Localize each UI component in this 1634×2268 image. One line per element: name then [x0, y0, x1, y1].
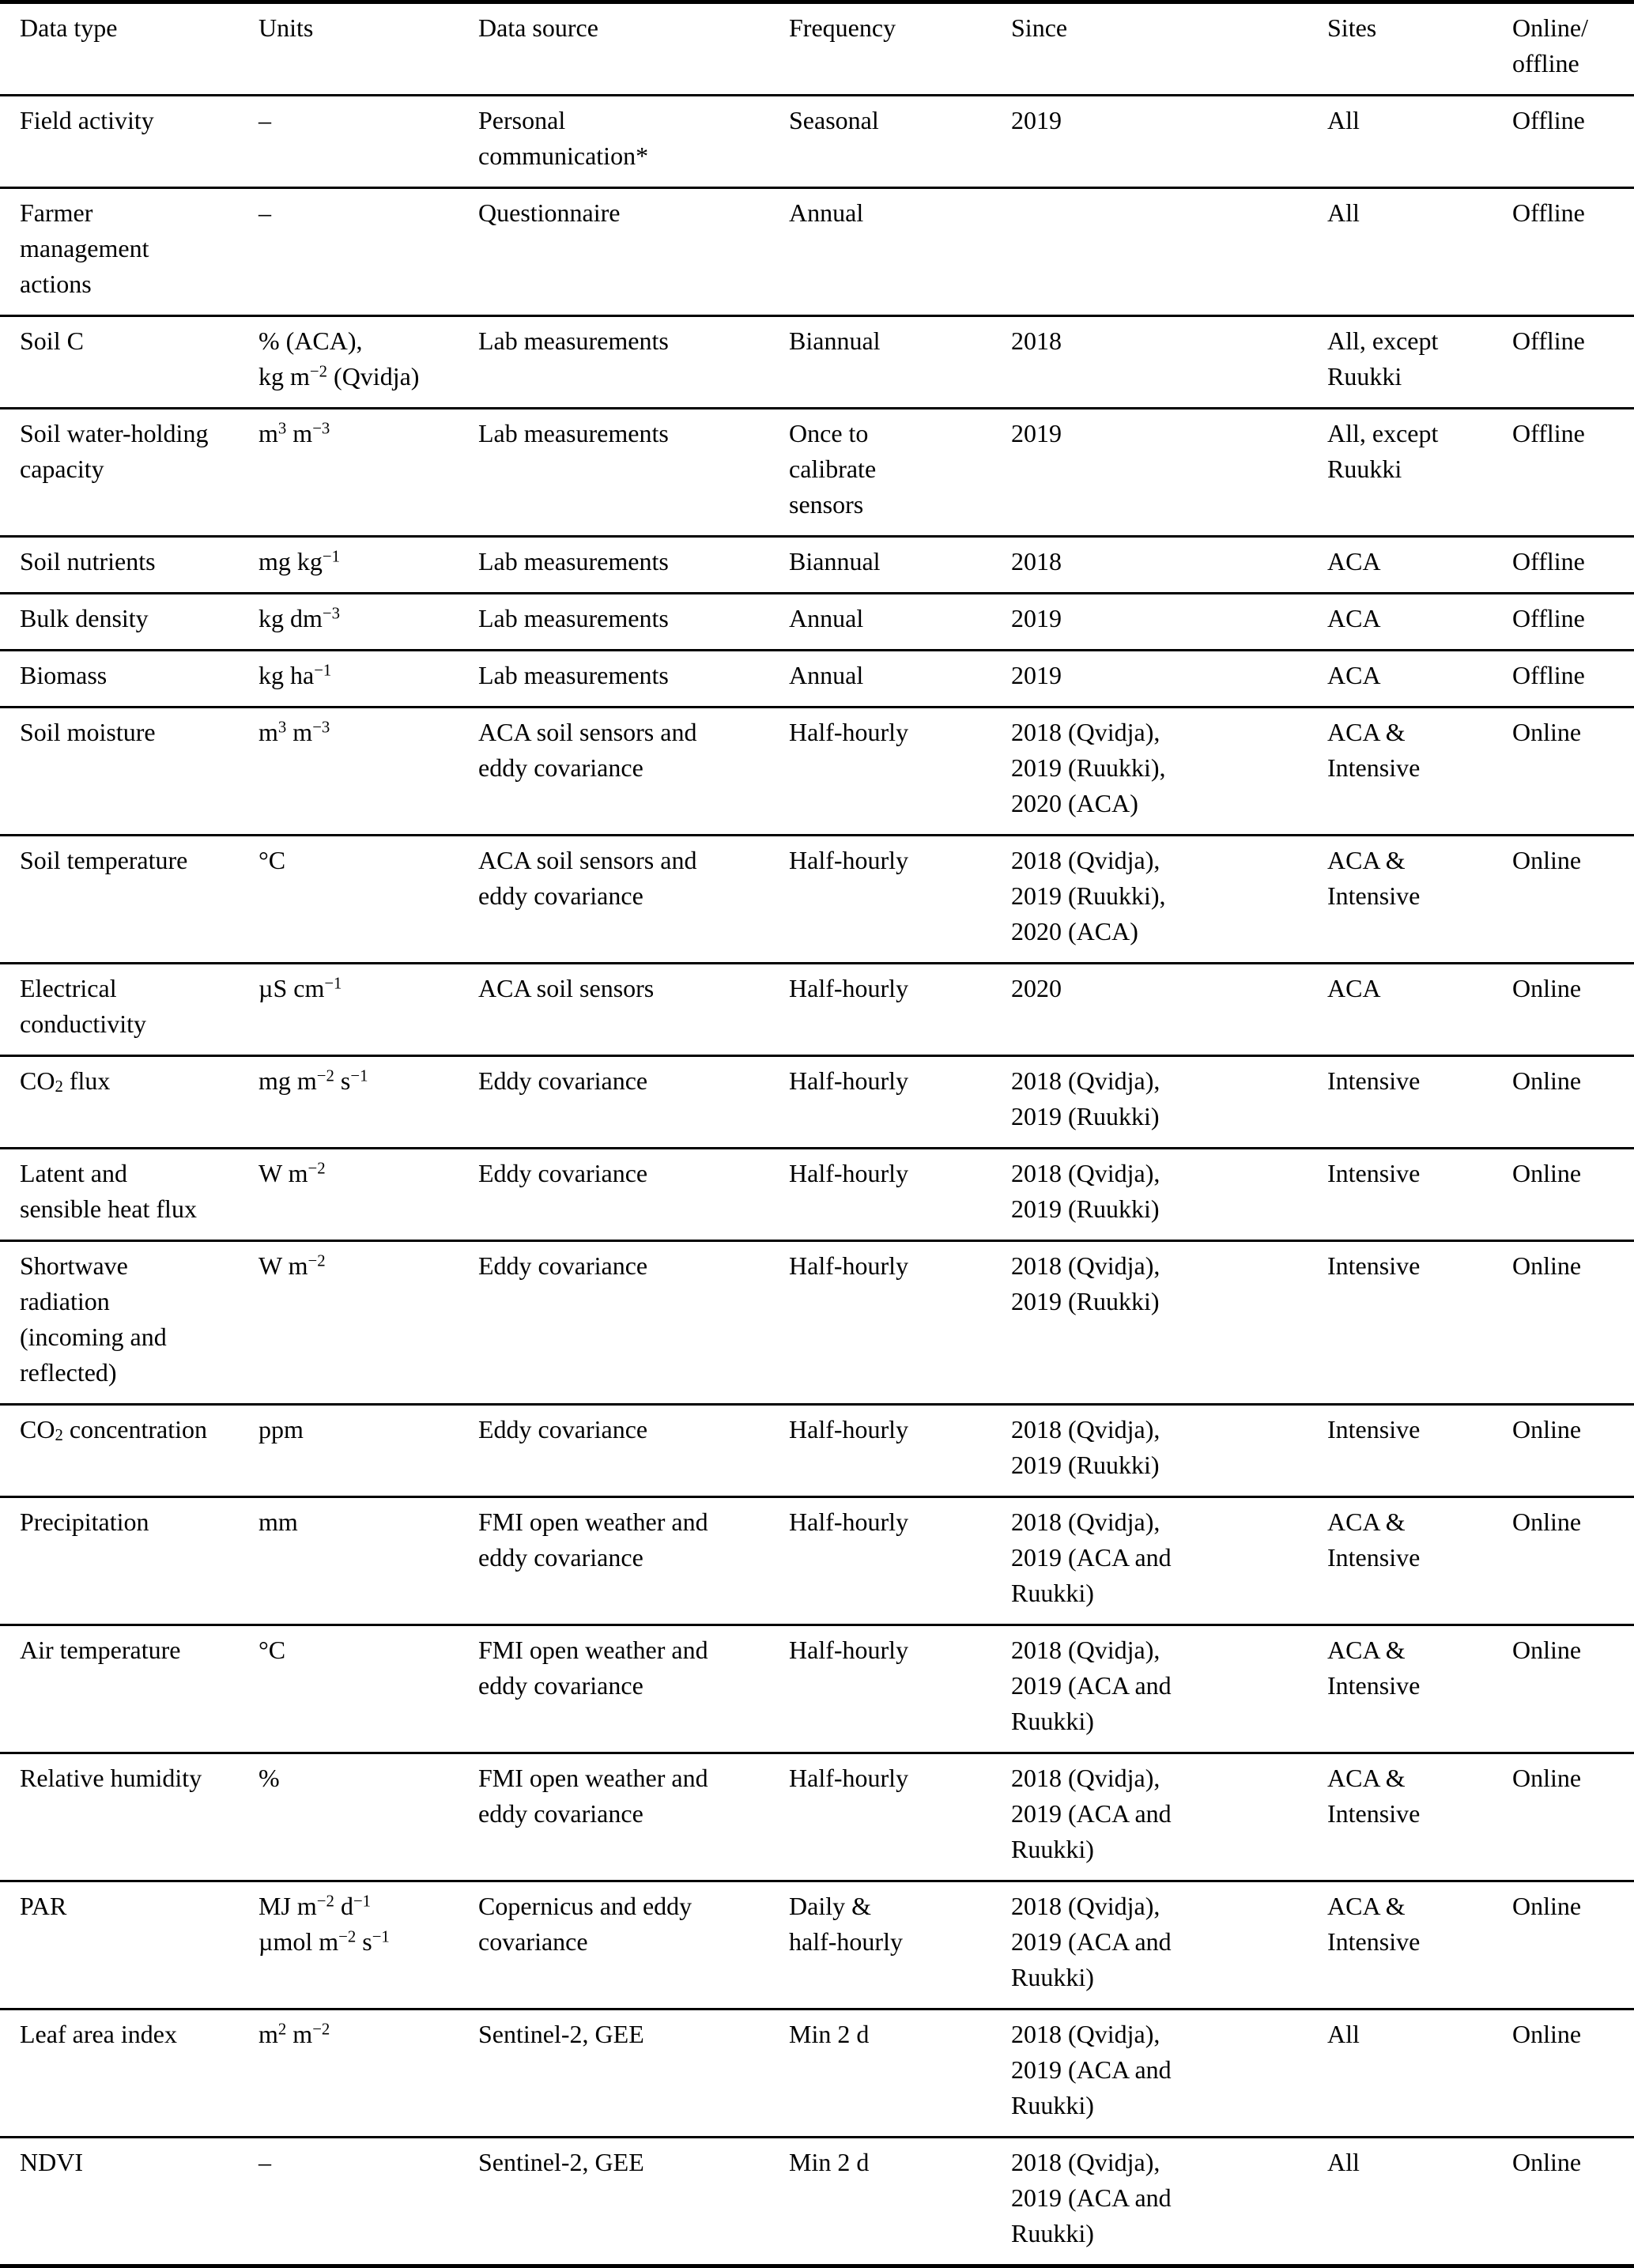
cell-online-offline: Offline: [1512, 106, 1585, 134]
cell-units: $m^3$ $m^{-3}$: [258, 718, 330, 746]
cell-units: –: [258, 106, 271, 134]
table-row: [0, 96, 1634, 188]
cell-frequency: Once to calibrate sensors: [789, 419, 877, 519]
cell-data-source: Lab measurements: [478, 547, 669, 575]
cell-since: 2018 (Qvidja), 2019 (ACA and Ruukki): [1011, 2020, 1172, 2119]
cell-data-source: FMI open weather and eddy covariance: [478, 1764, 708, 1828]
cell-data-source: Eddy covariance: [478, 1159, 648, 1187]
table-row: [0, 1405, 1634, 1497]
cell-sites: ACA & Intensive: [1327, 846, 1421, 910]
table-row: [0, 1497, 1634, 1625]
table-row: [0, 2010, 1634, 2138]
cell-frequency: Biannual: [789, 326, 881, 355]
cell-data-source: Eddy covariance: [478, 1415, 648, 1443]
table-row: [0, 1241, 1634, 1405]
cell-units: ppm: [258, 1415, 304, 1443]
table-row: [0, 594, 1634, 651]
cell-sites: ACA: [1327, 604, 1381, 632]
cell-units: $m^3$ $m^{-3}$: [258, 419, 330, 447]
cell-sites: ACA & Intensive: [1327, 1892, 1421, 1956]
cell-frequency: Min 2 d: [789, 2148, 870, 2176]
cell-data-source: Personal communication*: [478, 106, 649, 170]
col-header-sites: Sites: [1327, 13, 1377, 42]
cell-since: 2018 (Qvidja), 2019 (Ruukki): [1011, 1066, 1160, 1130]
table-row: [0, 1625, 1634, 1753]
table-row: [0, 836, 1634, 964]
cell-units: $m^2$ $m^{-2}$: [258, 2020, 330, 2048]
cell-online-offline: Online: [1512, 2148, 1582, 2176]
cell-since: 2018 (Qvidja), 2019 (ACA and Ruukki): [1011, 1764, 1172, 1863]
col-header-online-offline: Online/ offline: [1512, 13, 1588, 77]
cell-data-type: Shortwave radiation (incoming and reflected): [20, 1251, 167, 1387]
cell-online-offline: Online: [1512, 1636, 1582, 1664]
table-row: [0, 1056, 1634, 1149]
cell-data-type: Soil moisture: [20, 718, 156, 746]
cell-sites: Intensive: [1327, 1251, 1421, 1280]
cell-online-offline: Offline: [1512, 326, 1585, 355]
cell-frequency: Half-hourly: [789, 1764, 909, 1792]
cell-online-offline: Online: [1512, 1508, 1582, 1536]
cell-units: –: [258, 2148, 271, 2176]
cell-frequency: Annual: [789, 661, 864, 689]
cell-data-type: $CO_2$ concentration: [20, 1415, 207, 1445]
cell-since: 2019: [1011, 419, 1062, 447]
cell-data-source: Lab measurements: [478, 661, 669, 689]
cell-sites: ACA & Intensive: [1327, 718, 1421, 782]
cell-since: 2018 (Qvidja), 2019 (ACA and Ruukki): [1011, 1508, 1172, 1607]
cell-units: kg $ha^{-1}$: [258, 661, 332, 689]
cell-data-type: Relative humidity: [20, 1764, 202, 1792]
table-row: [0, 2138, 1634, 2266]
table-row: [0, 316, 1634, 409]
cell-units: mg $m^{-2}$ $s^{-1}$: [258, 1066, 368, 1095]
cell-data-source: Copernicus and eddy covariance: [478, 1892, 692, 1956]
cell-since: 2018 (Qvidja), 2019 (ACA and Ruukki): [1011, 1892, 1172, 1991]
cell-data-type: Precipitation: [20, 1508, 149, 1536]
cell-data-source: ACA soil sensors and eddy covariance: [478, 846, 697, 910]
cell-data-type: Field activity: [20, 106, 154, 134]
cell-data-type: Soil water-holding capacity: [20, 419, 209, 483]
cell-units: kg $dm^{-3}$: [258, 604, 341, 632]
cell-frequency: Half-hourly: [789, 846, 909, 874]
cell-frequency: Annual: [789, 604, 864, 632]
cell-online-offline: Offline: [1512, 198, 1585, 227]
cell-data-source: ACA soil sensors and eddy covariance: [478, 718, 697, 782]
cell-data-source: Lab measurements: [478, 326, 669, 355]
cell-units: MJ $m^{-2}$ $d^{-1}$ µmol $m^{-2}$ $s^{-1}$: [258, 1892, 390, 1956]
cell-frequency: Min 2 d: [789, 2020, 870, 2048]
cell-online-offline: Online: [1512, 1415, 1582, 1443]
table-row: [0, 708, 1634, 836]
table-row: [0, 1881, 1634, 2010]
table-row: [0, 537, 1634, 594]
cell-data-type: Bulk density: [20, 604, 149, 632]
cell-data-source: FMI open weather and eddy covariance: [478, 1508, 708, 1572]
cell-data-source: Eddy covariance: [478, 1066, 648, 1095]
cell-sites: All: [1327, 198, 1360, 227]
cell-online-offline: Online: [1512, 1066, 1582, 1095]
cell-since: 2019: [1011, 106, 1062, 134]
cell-since: 2018: [1011, 326, 1062, 355]
cell-frequency: Biannual: [789, 547, 881, 575]
cell-online-offline: Offline: [1512, 661, 1585, 689]
col-header-since: Since: [1011, 13, 1068, 42]
cell-online-offline: Online: [1512, 1159, 1582, 1187]
cell-sites: All, except Ruukki: [1327, 419, 1439, 483]
cell-sites: Intensive: [1327, 1415, 1421, 1443]
cell-sites: ACA: [1327, 974, 1381, 1002]
cell-online-offline: Online: [1512, 1892, 1582, 1920]
cell-frequency: Half-hourly: [789, 1066, 909, 1095]
cell-since: 2018 (Qvidja), 2019 (Ruukki), 2020 (ACA): [1011, 846, 1166, 945]
table-row: [0, 409, 1634, 537]
cell-data-type: $CO_2$ flux: [20, 1066, 111, 1096]
cell-online-offline: Offline: [1512, 547, 1585, 575]
cell-data-source: Sentinel-2, GEE: [478, 2020, 644, 2048]
cell-online-offline: Online: [1512, 718, 1582, 746]
cell-data-type: Air temperature: [20, 1636, 181, 1664]
cell-since: 2018: [1011, 547, 1062, 575]
cell-units: mg $kg^{-1}$: [258, 547, 341, 575]
cell-sites: ACA & Intensive: [1327, 1508, 1421, 1572]
cell-data-type: Soil nutrients: [20, 547, 156, 575]
cell-since: 2018 (Qvidja), 2019 (Ruukki): [1011, 1415, 1160, 1479]
cell-units: % (ACA), kg $m^{-2}$ (Qvidja): [258, 326, 420, 391]
table-row: [0, 1149, 1634, 1241]
table-body: [0, 96, 1634, 2266]
cell-data-type: Soil temperature: [20, 846, 188, 874]
cell-since: 2019: [1011, 604, 1062, 632]
cell-data-source: Questionnaire: [478, 198, 621, 227]
cell-units: –: [258, 198, 271, 227]
cell-frequency: Seasonal: [789, 106, 879, 134]
cell-frequency: Half-hourly: [789, 1508, 909, 1536]
cell-data-type: Electrical conductivity: [20, 974, 146, 1038]
col-header-frequency: Frequency: [789, 13, 896, 42]
table-row: [0, 964, 1634, 1056]
cell-since: 2018 (Qvidja), 2019 (Ruukki): [1011, 1159, 1160, 1223]
cell-frequency: Half-hourly: [789, 1251, 909, 1280]
cell-online-offline: Online: [1512, 974, 1582, 1002]
cell-data-source: Eddy covariance: [478, 1251, 648, 1280]
table-row: [0, 188, 1634, 316]
cell-frequency: Half-hourly: [789, 974, 909, 1002]
cell-sites: ACA: [1327, 661, 1381, 689]
cell-data-type: NDVI: [20, 2148, 83, 2176]
cell-data-type: Soil C: [20, 326, 84, 355]
cell-since: 2020: [1011, 974, 1062, 1002]
table-row: [0, 651, 1634, 708]
cell-online-offline: Offline: [1512, 419, 1585, 447]
cell-data-type: PAR: [20, 1892, 67, 1920]
cell-since: 2018 (Qvidja), 2019 (Ruukki), 2020 (ACA): [1011, 718, 1166, 817]
cell-sites: ACA & Intensive: [1327, 1764, 1421, 1828]
cell-sites: ACA: [1327, 547, 1381, 575]
cell-data-source: Lab measurements: [478, 604, 669, 632]
cell-frequency: Half-hourly: [789, 1636, 909, 1664]
cell-sites: Intensive: [1327, 1066, 1421, 1095]
cell-frequency: Half-hourly: [789, 1159, 909, 1187]
cell-units: %: [258, 1764, 280, 1792]
col-header-units: Units: [258, 13, 314, 42]
cell-since: [1011, 188, 1327, 316]
cell-sites: All: [1327, 106, 1360, 134]
cell-units: °C: [258, 1636, 286, 1664]
cell-units: W $m^{-2}$: [258, 1159, 326, 1187]
cell-data-type: Biomass: [20, 661, 108, 689]
cell-sites: All: [1327, 2148, 1360, 2176]
cell-frequency: Half-hourly: [789, 718, 909, 746]
cell-data-source: ACA soil sensors: [478, 974, 655, 1002]
cell-sites: All, except Ruukki: [1327, 326, 1439, 391]
header-row: [0, 2, 1634, 96]
cell-data-type: Farmer management actions: [20, 198, 149, 298]
col-header-data-source: Data source: [478, 13, 598, 42]
cell-online-offline: Offline: [1512, 604, 1585, 632]
cell-units: µS $cm^{-1}$: [258, 974, 342, 1002]
cell-online-offline: Online: [1512, 1251, 1582, 1280]
cell-data-type: Latent and sensible heat flux: [20, 1159, 197, 1223]
cell-sites: ACA & Intensive: [1327, 1636, 1421, 1700]
cell-data-source: Sentinel-2, GEE: [478, 2148, 644, 2176]
table-row: [0, 1753, 1634, 1881]
cell-frequency: Half-hourly: [789, 1415, 909, 1443]
cell-data-source: FMI open weather and eddy covariance: [478, 1636, 708, 1700]
cell-online-offline: Online: [1512, 846, 1582, 874]
cell-frequency: Annual: [789, 198, 864, 227]
cell-since: 2018 (Qvidja), 2019 (ACA and Ruukki): [1011, 2148, 1172, 2247]
cell-data-type: Leaf area index: [20, 2020, 177, 2048]
cell-since: 2018 (Qvidja), 2019 (Ruukki): [1011, 1251, 1160, 1315]
cell-units: mm: [258, 1508, 298, 1536]
cell-units: °C: [258, 846, 286, 874]
cell-since: 2019: [1011, 661, 1062, 689]
cell-online-offline: Online: [1512, 2020, 1582, 2048]
cell-frequency: Daily & half-hourly: [789, 1892, 903, 1956]
col-header-data-type: Data type: [20, 13, 118, 42]
cell-sites: All: [1327, 2020, 1360, 2048]
cell-since: 2018 (Qvidja), 2019 (ACA and Ruukki): [1011, 1636, 1172, 1735]
cell-data-source: Lab measurements: [478, 419, 669, 447]
cell-units: W $m^{-2}$: [258, 1251, 326, 1280]
cell-online-offline: Online: [1512, 1764, 1582, 1792]
cell-sites: Intensive: [1327, 1159, 1421, 1187]
